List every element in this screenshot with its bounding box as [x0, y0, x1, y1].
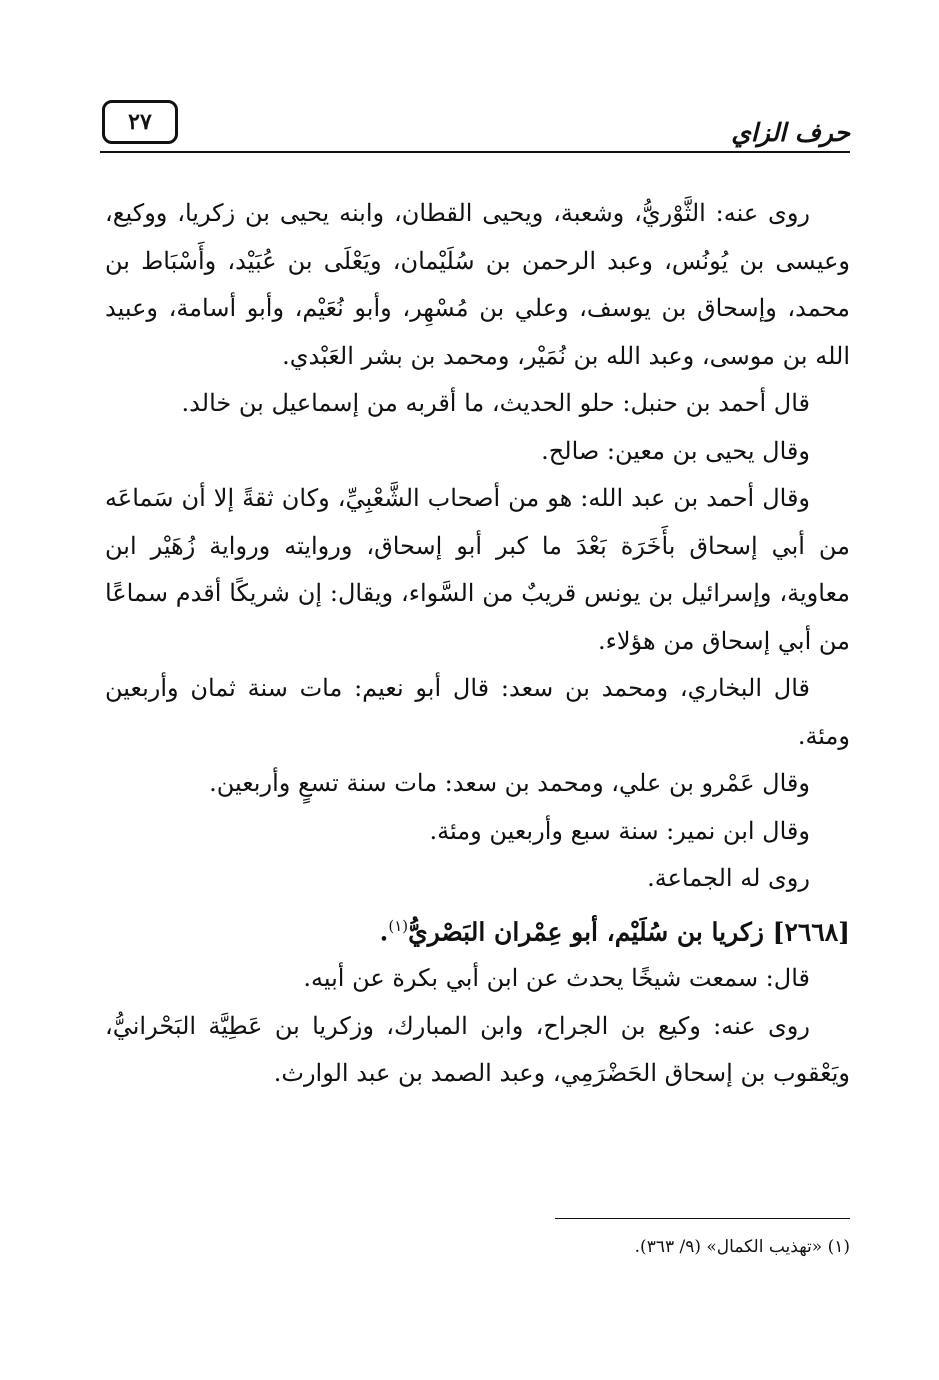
footnote-ref: (١)	[388, 916, 409, 935]
page-header	[100, 100, 850, 158]
page-number: ٢٧	[102, 100, 178, 144]
footnote: (١) «تهذيب الكمال» (٩/ ٣٦٣).	[634, 1237, 850, 1257]
entry-heading-end: .	[379, 916, 389, 946]
running-title: حرف الزاي	[731, 118, 850, 147]
paragraph-narrators: روى عنه: الثَّوْريُّ، وشعبة، ويحيى القطان، وابنه يحيى بن زكريا، ووكيع، وعيسى بن يُونُس، وعبد الرحمن بن سُلَيْمان، ويَعْلَى بن عُبَيْد، وأَسْبَاط بن محمد، وإسحاق بن يوسف، وعلي بن مُسْهِر، وأبو نُعَيْم، وأبو أسامة، وعبيد الله بن موسى، وعبد الله بن نُمَيْر، ومحمد بن بشر العَبْدي.	[105, 199, 850, 370]
paragraph-bukhari: قال البخاري، ومحمد بن سعد: قال أبو نعيم: مات سنة ثمان وأربعين ومئة.	[105, 674, 850, 750]
entry-heading	[105, 903, 850, 956]
header-rule	[100, 151, 850, 153]
paragraph-entry-said: قال: سمعت شيخًا يحدث عن ابن أبي بكرة عن أبيه.	[303, 964, 810, 993]
paragraph-ibn-numair: وقال ابن نمير: سنة سبع وأربعين ومئة.	[429, 816, 810, 845]
paragraph-ahmad-abdullah: وقال أحمد بن عبد الله: هو من أصحاب الشَّعْبِيِّ، وكان ثقةً إلا أن سَماعَه من أبي إسحاق بأَخَرَة بَعْدَ ما كبر أبو إسحاق، وروايته ورواية زُهَيْر ابن معاوية، وإسرائيل بن يونس قريبٌ من السَّواء، ويقال: إن شريكًا أقدم سماعًا من أبي إسحاق من هؤلاء.	[105, 484, 850, 655]
paragraph-amr-ali: وقال عَمْرو بن علي، ومحمد بن سعد: مات سنة تسعٍ وأربعين.	[209, 769, 810, 797]
paragraph-ibn-maeen: وقال يحيى بن معين: صالح.	[541, 436, 810, 465]
entry-heading-text: [٢٦٦٨] زكريا بن سُلَيْم، أبو عِمْران البَصْريُّ	[408, 916, 850, 946]
body-text	[105, 190, 850, 1098]
paragraph-entry-narrators: روى عنه: وكيع بن الجراح، وابن المبارك، وزكريا بن عَطِيَّة البَحْرانيُّ، ويَعْقوب بن إسحاق الحَضْرَمِي، وعبد الصمد بن عبد الوارث.	[105, 1011, 850, 1088]
footnote-rule	[555, 1218, 850, 1219]
paragraph-jamaah: روى له الجماعة.	[647, 864, 810, 892]
paragraph-ahmad-hanbal: قال أحمد بن حنبل: حلو الحديث، ما أقربه من إسماعيل بن خالد.	[181, 389, 810, 417]
